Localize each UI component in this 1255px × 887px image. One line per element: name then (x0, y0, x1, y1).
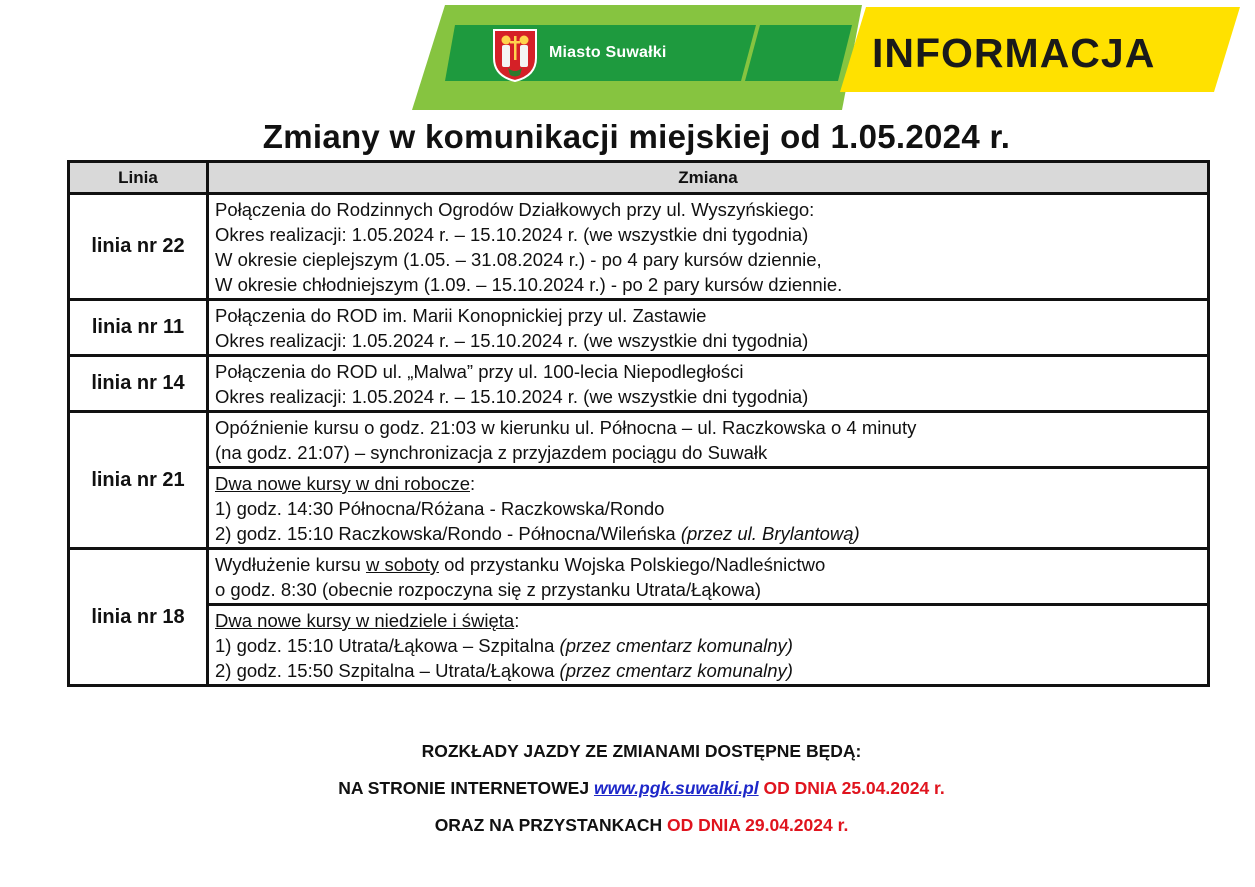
footer-notice-line-1: ROZKŁADY JAZDY ZE ZMIANAMI DOSTĘPNE BĘDĄ: (421, 741, 862, 761)
description-heading: Dwa nowe kursy w dni robocze: (215, 473, 476, 494)
table-row-line-21-a (69, 412, 1209, 468)
change-description (208, 605, 1209, 686)
description-line: Połączenia do Rodzinnych Ogrodów Działkowych przy ul. Wyszyńskiego: (215, 199, 815, 220)
description-line: o godz. 8:30 (obecnie rozpoczyna się z przystanku Utrata/Łąkowa) (215, 579, 762, 600)
line-number: linia nr 22 (69, 194, 208, 300)
change-description (208, 356, 1209, 412)
description-line: Połączenia do ROD ul. „Malwa” przy ul. 100-lecia Niepodległości (215, 361, 744, 382)
table-row-line-18-b (69, 605, 1209, 686)
line-number: linia nr 18 (69, 549, 208, 686)
description-line: W okresie cieplejszym (1.05. – 31.08.2024 r.) - po 4 pary kursów dziennie, (215, 249, 822, 270)
change-description (208, 468, 1209, 549)
description-line: (na godz. 21:07) – synchronizacja z przyjazdem pociągu do Suwałk (215, 442, 768, 463)
description-line: Okres realizacji: 1.05.2024 r. – 15.10.2024 r. (we wszystkie dni tygodnia) (215, 224, 809, 245)
footer-notice-line-2: NA STRONIE INTERNETOWEJ www.pgk.suwalki.pl OD DNIA 25.04.2024 r. (338, 778, 945, 798)
description-line: 1) godz. 14:30 Północna/Różana - Raczkowska/Rondo (215, 498, 665, 519)
banner-green-accent (745, 25, 852, 81)
change-description (208, 549, 1209, 605)
change-description (208, 412, 1209, 468)
city-crest-logo (490, 28, 540, 82)
description-heading: Dwa nowe kursy w niedziele i święta: (215, 610, 520, 631)
information-label: INFORMACJA (872, 30, 1156, 76)
description-line: 2) godz. 15:50 Szpitalna – Utrata/Łąkowa (przez cmentarz komunalny) (215, 660, 793, 681)
description-line: 1) godz. 15:10 Utrata/Łąkowa – Szpitalna (przez cmentarz komunalny) (215, 635, 793, 656)
line-number: linia nr 11 (69, 300, 208, 356)
city-label: Miasto Suwałki (549, 44, 667, 61)
footer-notice-line-3: ORAZ NA PRZYSTANKACH OD DNIA 29.04.2024 r. (434, 815, 849, 835)
column-header-line: Linia (69, 162, 208, 194)
table-row-line-18-a (69, 549, 1209, 605)
changes-table (67, 160, 1210, 687)
description-line: Okres realizacji: 1.05.2024 r. – 15.10.2024 r. (we wszystkie dni tygodnia) (215, 386, 809, 407)
change-description (208, 194, 1209, 300)
website-link[interactable]: www.pgk.suwalki.pl (593, 778, 759, 798)
column-header-change: Zmiana (208, 162, 1209, 194)
line-number: linia nr 14 (69, 356, 208, 412)
description-line: Wydłużenie kursu w soboty od przystanku Wojska Polskiego/Nadleśnictwo (215, 554, 826, 575)
line-number: linia nr 21 (69, 412, 208, 549)
table-header-row (69, 162, 1209, 194)
table-row-line-11 (69, 300, 1209, 356)
table-row-line-22 (69, 194, 1209, 300)
description-line: Opóźnienie kursu o godz. 21:03 w kierunku ul. Północna – ul. Raczkowska o 4 minuty (215, 417, 917, 438)
description-line: Okres realizacji: 1.05.2024 r. – 15.10.2024 r. (we wszystkie dni tygodnia) (215, 330, 809, 351)
description-line: Połączenia do ROD im. Marii Konopnickiej przy ul. Zastawie (215, 305, 707, 326)
table-row-line-21-b (69, 468, 1209, 549)
table-row-line-14 (69, 356, 1209, 412)
description-line: W okresie chłodniejszym (1.09. – 15.10.2024 r.) - po 2 pary kursów dziennie. (215, 274, 843, 295)
change-description (208, 300, 1209, 356)
description-line: 2) godz. 15:10 Raczkowska/Rondo - Północna/Wileńska (przez ul. Brylantową) (215, 523, 860, 544)
page-title: Zmiany w komunikacji miejskiej od 1.05.2024 r. (262, 118, 1011, 155)
